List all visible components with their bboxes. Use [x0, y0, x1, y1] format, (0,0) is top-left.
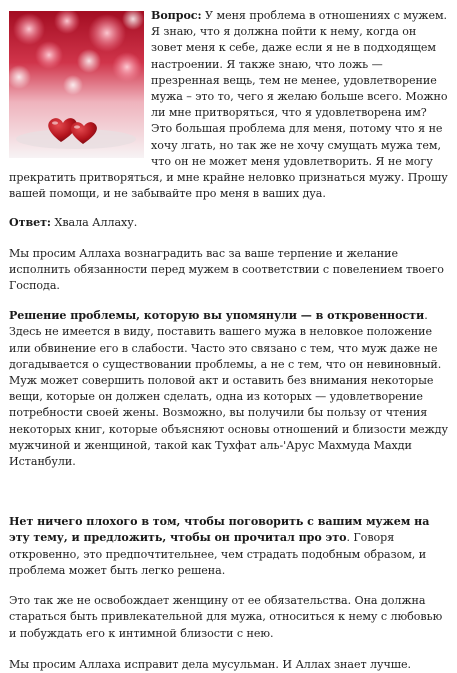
solution-heading: Решение проблемы, которую вы упомянули — в откровенности	[9, 309, 425, 323]
paragraph-closing: Мы просим Аллаха исправит дела мусульман. И Аллах знает лучше.	[9, 657, 412, 671]
talk-text: . Говоря откровенно, это предпочтительнее, чем страдать подобным образом, и проблема может быть легко решена.	[9, 531, 427, 577]
paragraph-solution	[9, 308, 451, 470]
answer-label: Ответ:	[9, 216, 51, 230]
paragraph-obligation: Это так же не освобождает женщину от ее обязательства. Она должна стараться быть привлекательной для мужа, относиться к нему с любовью и побуждать его к интимной близости с нею.	[9, 594, 443, 640]
paragraph-talk	[9, 514, 451, 579]
paragraph-reward: Мы просим Аллаха вознаградить вас за ваше терпение и желание исполнить обязанности перед мужем в соответствии с повелением твоего Господа.	[9, 246, 444, 293]
question-label: Вопрос:	[151, 9, 202, 22]
two-hearts-photo	[9, 11, 144, 158]
hearts-bokeh-icon	[9, 11, 144, 158]
question-text: У меня проблема в отношениях с мужем. Я знаю, что я должна пойти к нему, когда он зовет меня к себе, даже если я не в подходящем настроении. Я также знаю, что ложь — презренная вещь, тем не менее, удовлетворение мужа – это то, чего я желаю больше всего. Можно ли мне притворяться, что я удовлетворена им? Это большая проблема для меня, потому что я не хочу лгать, но так же не хочу смущать мужа тем, что он не может меня удовлетворить. Я не могу прекратить притворяться, и мне крайне неловко признаться мужу. Прошу вашей помощи, и не забывайте про меня в ваших дуа.	[9, 9, 448, 201]
answer-text: Хвала Аллаху.	[54, 216, 138, 230]
talk-heading: Нет ничего плохого в том, чтобы поговорить с вашим мужем на эту тему, и предложить, чтобы он прочитал про это	[9, 515, 430, 545]
answer-paragraph	[9, 215, 451, 231]
solution-text: . Здесь не имеется в виду, поставить вашего мужа в неловкое положение или обвинение его в слабости. Часто это связано с тем, что муж даже не догадывается о существовании проблемы, а не с тем, что он невиновный. Муж может совершить половой акт и оставить без внимания некоторые вещи, которые он должен сделать, одна из которых — удовлетворение потребности своей жены. Возможно, вы получили бы пользу от чтения некоторых книг, которые объясняют основы отношений и близости между мужчиной и женщиной, такой как Тухфат аль-'Арус Махмуда Махди Истанбули.	[9, 309, 448, 469]
